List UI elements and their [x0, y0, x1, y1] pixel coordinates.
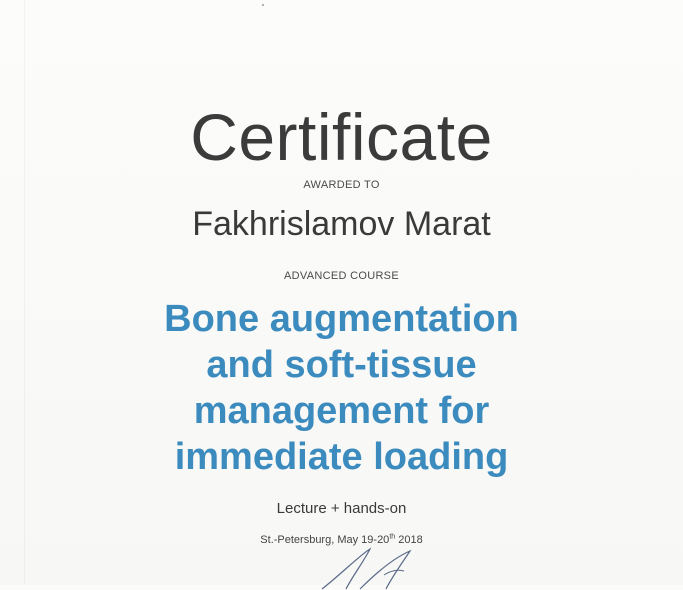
course-title-line: immediate loading — [174, 436, 509, 478]
date-ordinal-suffix: th — [389, 533, 396, 541]
course-title-line: management for — [193, 390, 490, 432]
paper-edge-line — [24, 0, 25, 585]
recipient-name: Fakhrislamov Marat — [192, 205, 491, 243]
paper-speck — [262, 4, 264, 6]
awarded-to-label: AWARDED TO — [303, 179, 380, 191]
location-date-main: St.-Petersburg, May 19-20 — [260, 534, 390, 546]
certificate-title: Certificate — [190, 100, 493, 174]
course-title — [0, 296, 683, 480]
course-level-label: ADVANCED COURSE — [284, 270, 399, 282]
course-format: Lecture + hands-on — [276, 500, 407, 517]
location-year: 2018 — [395, 534, 423, 546]
signature-image — [300, 545, 440, 590]
course-title-line: Bone augmentation — [164, 298, 519, 340]
course-title-line: and soft-tissue — [206, 344, 477, 386]
